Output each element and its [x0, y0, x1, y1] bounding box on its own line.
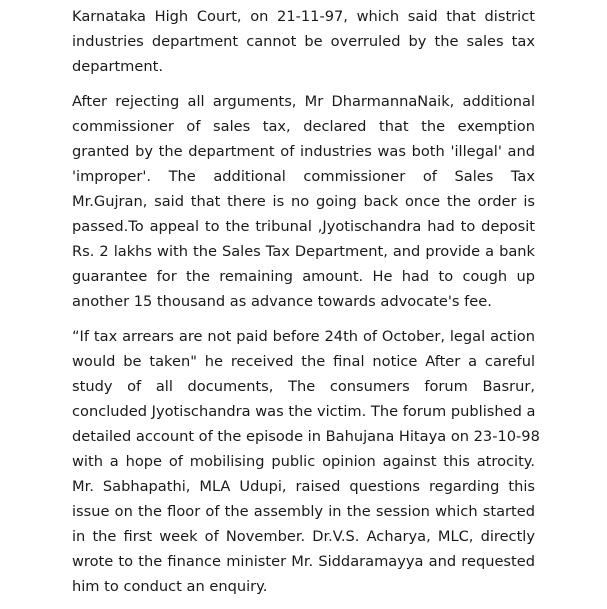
text-line: industries department cannot be overruled by the sales tax	[72, 33, 535, 50]
text-line: “If tax arrears are not paid before 24th of October, legal action	[72, 328, 535, 345]
text-line: passed.To appeal to the tribunal ,Jyotischandra had to deposit	[72, 218, 535, 235]
text-line: granted by the department of industries was both 'illegal' and	[72, 143, 535, 160]
text-line: issue on the floor of the assembly in the session which started	[72, 503, 535, 520]
paragraph-1	[72, 4, 535, 79]
text-line: Rs. 2 lakhs with the Sales Tax Department, and provide a bank	[72, 243, 535, 260]
text-line: Mr. Sabhapathi, MLA Udupi, raised questions regarding this	[72, 478, 535, 495]
text-line: Mr.Gujran, said that there is no going back once the order is	[72, 193, 535, 210]
text-line: with a hope of mobilising public opinion against this atrocity.	[72, 453, 535, 470]
text-line: Karnataka High Court, on 21-11-97, which said that district	[72, 8, 535, 25]
text-line: department.	[72, 58, 163, 75]
text-line: detailed account of the episode in Bahujana Hitaya on 23-10-98	[72, 428, 540, 445]
text-line: commissioner of sales tax, declared that the exemption	[72, 118, 535, 135]
text-line: another 15 thousand as advance towards advocate's fee.	[72, 293, 492, 310]
paragraph-2	[72, 89, 535, 314]
text-line: concluded Jyotischandra was the victim. The forum published a	[72, 403, 536, 420]
paragraph-3	[72, 324, 540, 599]
text-line: him to conduct an enquiry.	[72, 578, 268, 595]
text-line: After rejecting all arguments, Mr DharmannaNaik, additional	[72, 93, 535, 110]
text-line: 'improper'. The additional commissioner of Sales Tax	[72, 168, 535, 185]
text-line: in the first week of November. Dr.V.S. Acharya, MLC, directly	[72, 528, 535, 545]
text-line: guarantee for the remaining amount. He had to cough up	[72, 268, 535, 285]
document-body	[72, 0, 540, 609]
text-line: study of all documents, The consumers forum Basrur,	[72, 378, 535, 395]
text-line: would be taken" he received the final notice After a careful	[72, 353, 535, 370]
text-line: wrote to the finance minister Mr. Siddaramayya and requested	[72, 553, 535, 570]
